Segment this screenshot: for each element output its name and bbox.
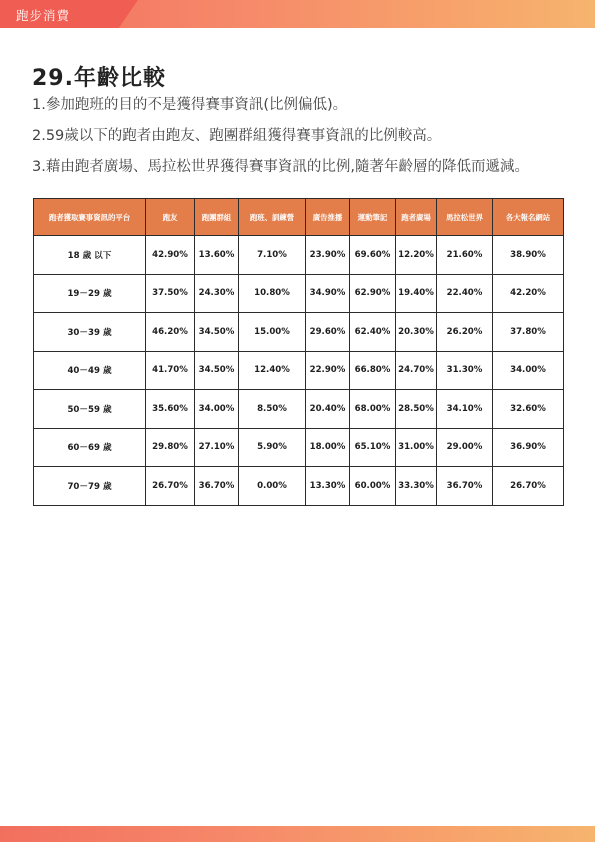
table-cell: 31.00%	[396, 428, 437, 467]
table-row	[34, 313, 564, 352]
table-cell: 36.70%	[437, 467, 493, 506]
table-cell: 24.30%	[195, 274, 239, 313]
table-cell: 37.50%	[146, 274, 195, 313]
table-cell: 65.10%	[350, 428, 396, 467]
table-cell: 36.70%	[195, 467, 239, 506]
finding-item: 2.59歲以下的跑者由跑友、跑團群組獲得賽事資訊的比例較高。	[32, 128, 442, 144]
table-cell: 41.70%	[146, 351, 195, 390]
table-cell: 60－69 歲	[34, 428, 146, 467]
table-cell: 30－39 歲	[34, 313, 146, 352]
table-row	[34, 428, 564, 467]
table-cell: 40－49 歲	[34, 351, 146, 390]
table-cell: 32.60%	[493, 390, 564, 429]
column-header: 跑班、訓練營	[239, 199, 306, 236]
table-cell: 27.10%	[195, 428, 239, 467]
table-cell: 42.20%	[493, 274, 564, 313]
table-cell: 29.00%	[437, 428, 493, 467]
finding-item: 3.藉由跑者廣場、馬拉松世界獲得賽事資訊的比例,隨著年齡層的降低而遞減。	[32, 159, 529, 175]
table-cell: 18.00%	[306, 428, 350, 467]
table-cell: 26.20%	[437, 313, 493, 352]
column-header: 跑者廣場	[396, 199, 437, 236]
table-row	[34, 236, 564, 275]
table-cell: 60.00%	[350, 467, 396, 506]
table-cell: 62.90%	[350, 274, 396, 313]
table-cell: 46.20%	[146, 313, 195, 352]
table-cell: 37.80%	[493, 313, 564, 352]
table-cell: 66.80%	[350, 351, 396, 390]
table-cell: 31.30%	[437, 351, 493, 390]
table-header-row	[34, 199, 564, 236]
column-header: 廣告推播	[306, 199, 350, 236]
table-cell: 0.00%	[239, 467, 306, 506]
column-header: 跑友	[146, 199, 195, 236]
table-cell: 28.50%	[396, 390, 437, 429]
table-cell: 35.60%	[146, 390, 195, 429]
table-cell: 50－59 歲	[34, 390, 146, 429]
table-cell: 38.90%	[493, 236, 564, 275]
table-cell: 19.40%	[396, 274, 437, 313]
table-cell: 12.20%	[396, 236, 437, 275]
table-row	[34, 467, 564, 506]
table-cell: 26.70%	[146, 467, 195, 506]
column-header: 運動筆記	[350, 199, 396, 236]
table-cell: 29.80%	[146, 428, 195, 467]
table-cell: 19－29 歲	[34, 274, 146, 313]
table-cell: 20.40%	[306, 390, 350, 429]
table-cell: 69.60%	[350, 236, 396, 275]
table-cell: 20.30%	[396, 313, 437, 352]
table-row	[34, 390, 564, 429]
section-label: 跑步消費	[16, 8, 71, 23]
findings-list	[32, 94, 572, 187]
finding-item: 1.參加跑班的目的不是獲得賽事資訊(比例偏低)。	[32, 97, 348, 113]
column-header: 跑者獲取賽事資訊的平台	[34, 199, 146, 236]
table-cell: 21.60%	[437, 236, 493, 275]
table-cell: 62.40%	[350, 313, 396, 352]
table-cell: 70－79 歲	[34, 467, 146, 506]
column-header: 跑團群組	[195, 199, 239, 236]
page-title: 29.年齡比較	[32, 66, 166, 91]
table-cell: 22.40%	[437, 274, 493, 313]
column-header: 各大報名網站	[493, 199, 564, 236]
table-cell: 8.50%	[239, 390, 306, 429]
table-cell: 18 歲 以下	[34, 236, 146, 275]
table-row	[34, 274, 564, 313]
table-cell: 36.90%	[493, 428, 564, 467]
table-cell: 34.50%	[195, 313, 239, 352]
column-header: 馬拉松世界	[437, 199, 493, 236]
table-cell: 24.70%	[396, 351, 437, 390]
table-cell: 7.10%	[239, 236, 306, 275]
table-cell: 26.70%	[493, 467, 564, 506]
table-cell: 42.90%	[146, 236, 195, 275]
table-cell: 33.30%	[396, 467, 437, 506]
table-cell: 34.90%	[306, 274, 350, 313]
table-cell: 12.40%	[239, 351, 306, 390]
table-cell: 34.00%	[493, 351, 564, 390]
table-cell: 29.60%	[306, 313, 350, 352]
table-cell: 34.00%	[195, 390, 239, 429]
table-row	[34, 351, 564, 390]
table-cell: 68.00%	[350, 390, 396, 429]
table-cell: 34.50%	[195, 351, 239, 390]
footer-bar	[0, 826, 595, 842]
table-cell: 5.90%	[239, 428, 306, 467]
table-cell: 13.60%	[195, 236, 239, 275]
table-cell: 22.90%	[306, 351, 350, 390]
age-comparison-table	[33, 198, 564, 506]
table-cell: 13.30%	[306, 467, 350, 506]
table-cell: 10.80%	[239, 274, 306, 313]
table-cell: 15.00%	[239, 313, 306, 352]
table-cell: 23.90%	[306, 236, 350, 275]
table-cell: 34.10%	[437, 390, 493, 429]
